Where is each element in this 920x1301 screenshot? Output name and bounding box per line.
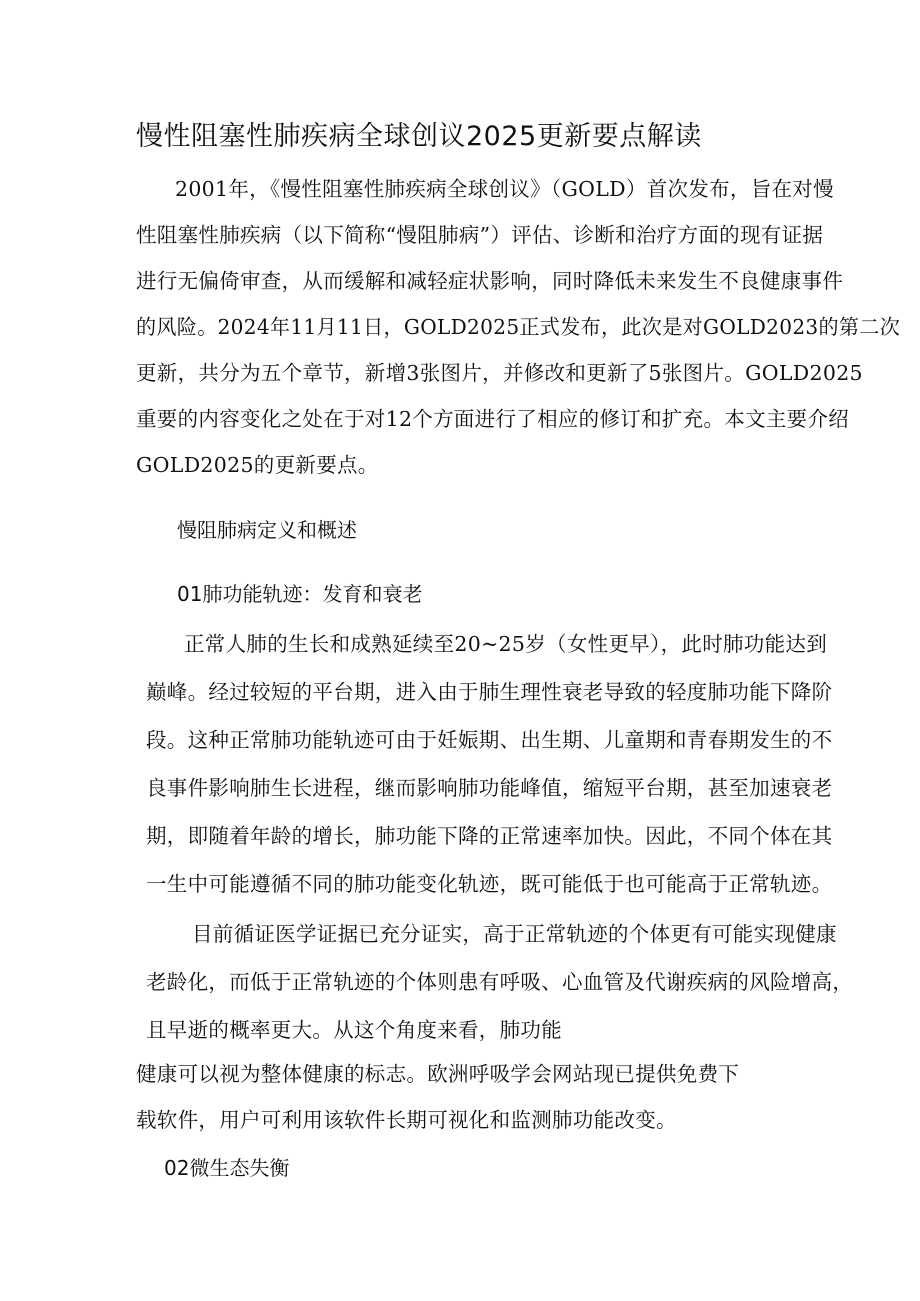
paragraph-line: 载软件，用户可利用该软件长期可视化和监测肺功能改变。 xyxy=(136,1108,677,1132)
paragraph-line: 良事件影响肺生长进程，继而影响肺功能峰值，缩短平台期，甚至加速衰老 xyxy=(146,776,833,800)
paragraph-line: 一生中可能遵循不同的肺功能变化轨迹，既可能低于也可能高于正常轨迹。 xyxy=(146,872,833,896)
intro-line: 更新，共分为五个章节，新增3张图片，并修改和更新了5张图片。GOLD2025 xyxy=(136,361,863,385)
paragraph-line: 巅峰。经过较短的平台期，进入由于肺生理性衰老导致的轻度肺功能下降阶 xyxy=(146,680,833,704)
paragraph-line: 段。这种正常肺功能轨迹可由于妊娠期、出生期、儿童期和青春期发生的不 xyxy=(146,728,833,752)
intro-line: 的风险。2024年11月11日，GOLD2025正式发布，此次是对GOLD2023的第二次 xyxy=(136,315,901,339)
subsection-heading: 01肺功能轨迹：发育和衰老 xyxy=(177,582,423,606)
paragraph-line: 目前循证医学证据已充分证实，高于正常轨迹的个体更有可能实现健康 xyxy=(192,922,837,946)
intro-line: 重要的内容变化之处在于对12个方面进行了相应的修订和扩充。本文主要介绍 xyxy=(136,407,850,431)
paragraph-line: 期，即随着年龄的增长，肺功能下降的正常速率加快。因此，不同个体在其 xyxy=(146,824,833,848)
intro-line: 2001年，《慢性阻塞性肺疾病全球创议》（GOLD）首次发布，旨在对慢 xyxy=(175,177,834,201)
section-heading: 慢阻肺病定义和概述 xyxy=(177,518,357,542)
paragraph-line: 健康可以视为整体健康的标志。欧洲呼吸学会网站现已提供免费下 xyxy=(136,1062,740,1086)
intro-line: 性阻塞性肺疾病（以下简称“慢阻肺病”）评估、诊断和治疗方面的现有证据 xyxy=(136,223,824,247)
paragraph-line: 正常人肺的生长和成熟延续至20~25岁（女性更早），此时肺功能达到 xyxy=(184,632,827,656)
document-title: 慢性阻塞性肺疾病全球创议2025更新要点解读 xyxy=(136,121,702,152)
intro-line: GOLD2025的更新要点。 xyxy=(136,453,379,477)
intro-line: 进行无偏倚审查，从而缓解和减轻症状影响，同时降低未来发生不良健康事件 xyxy=(136,269,844,293)
paragraph-line: 且早逝的概率更大。从这个角度来看，肺功能 xyxy=(146,1018,562,1042)
paragraph-line: 老龄化，而低于正常轨迹的个体则患有呼吸、心血管及代谢疾病的风险增高， xyxy=(146,970,854,994)
subsection-heading: 02微生态失衡 xyxy=(164,1156,290,1180)
